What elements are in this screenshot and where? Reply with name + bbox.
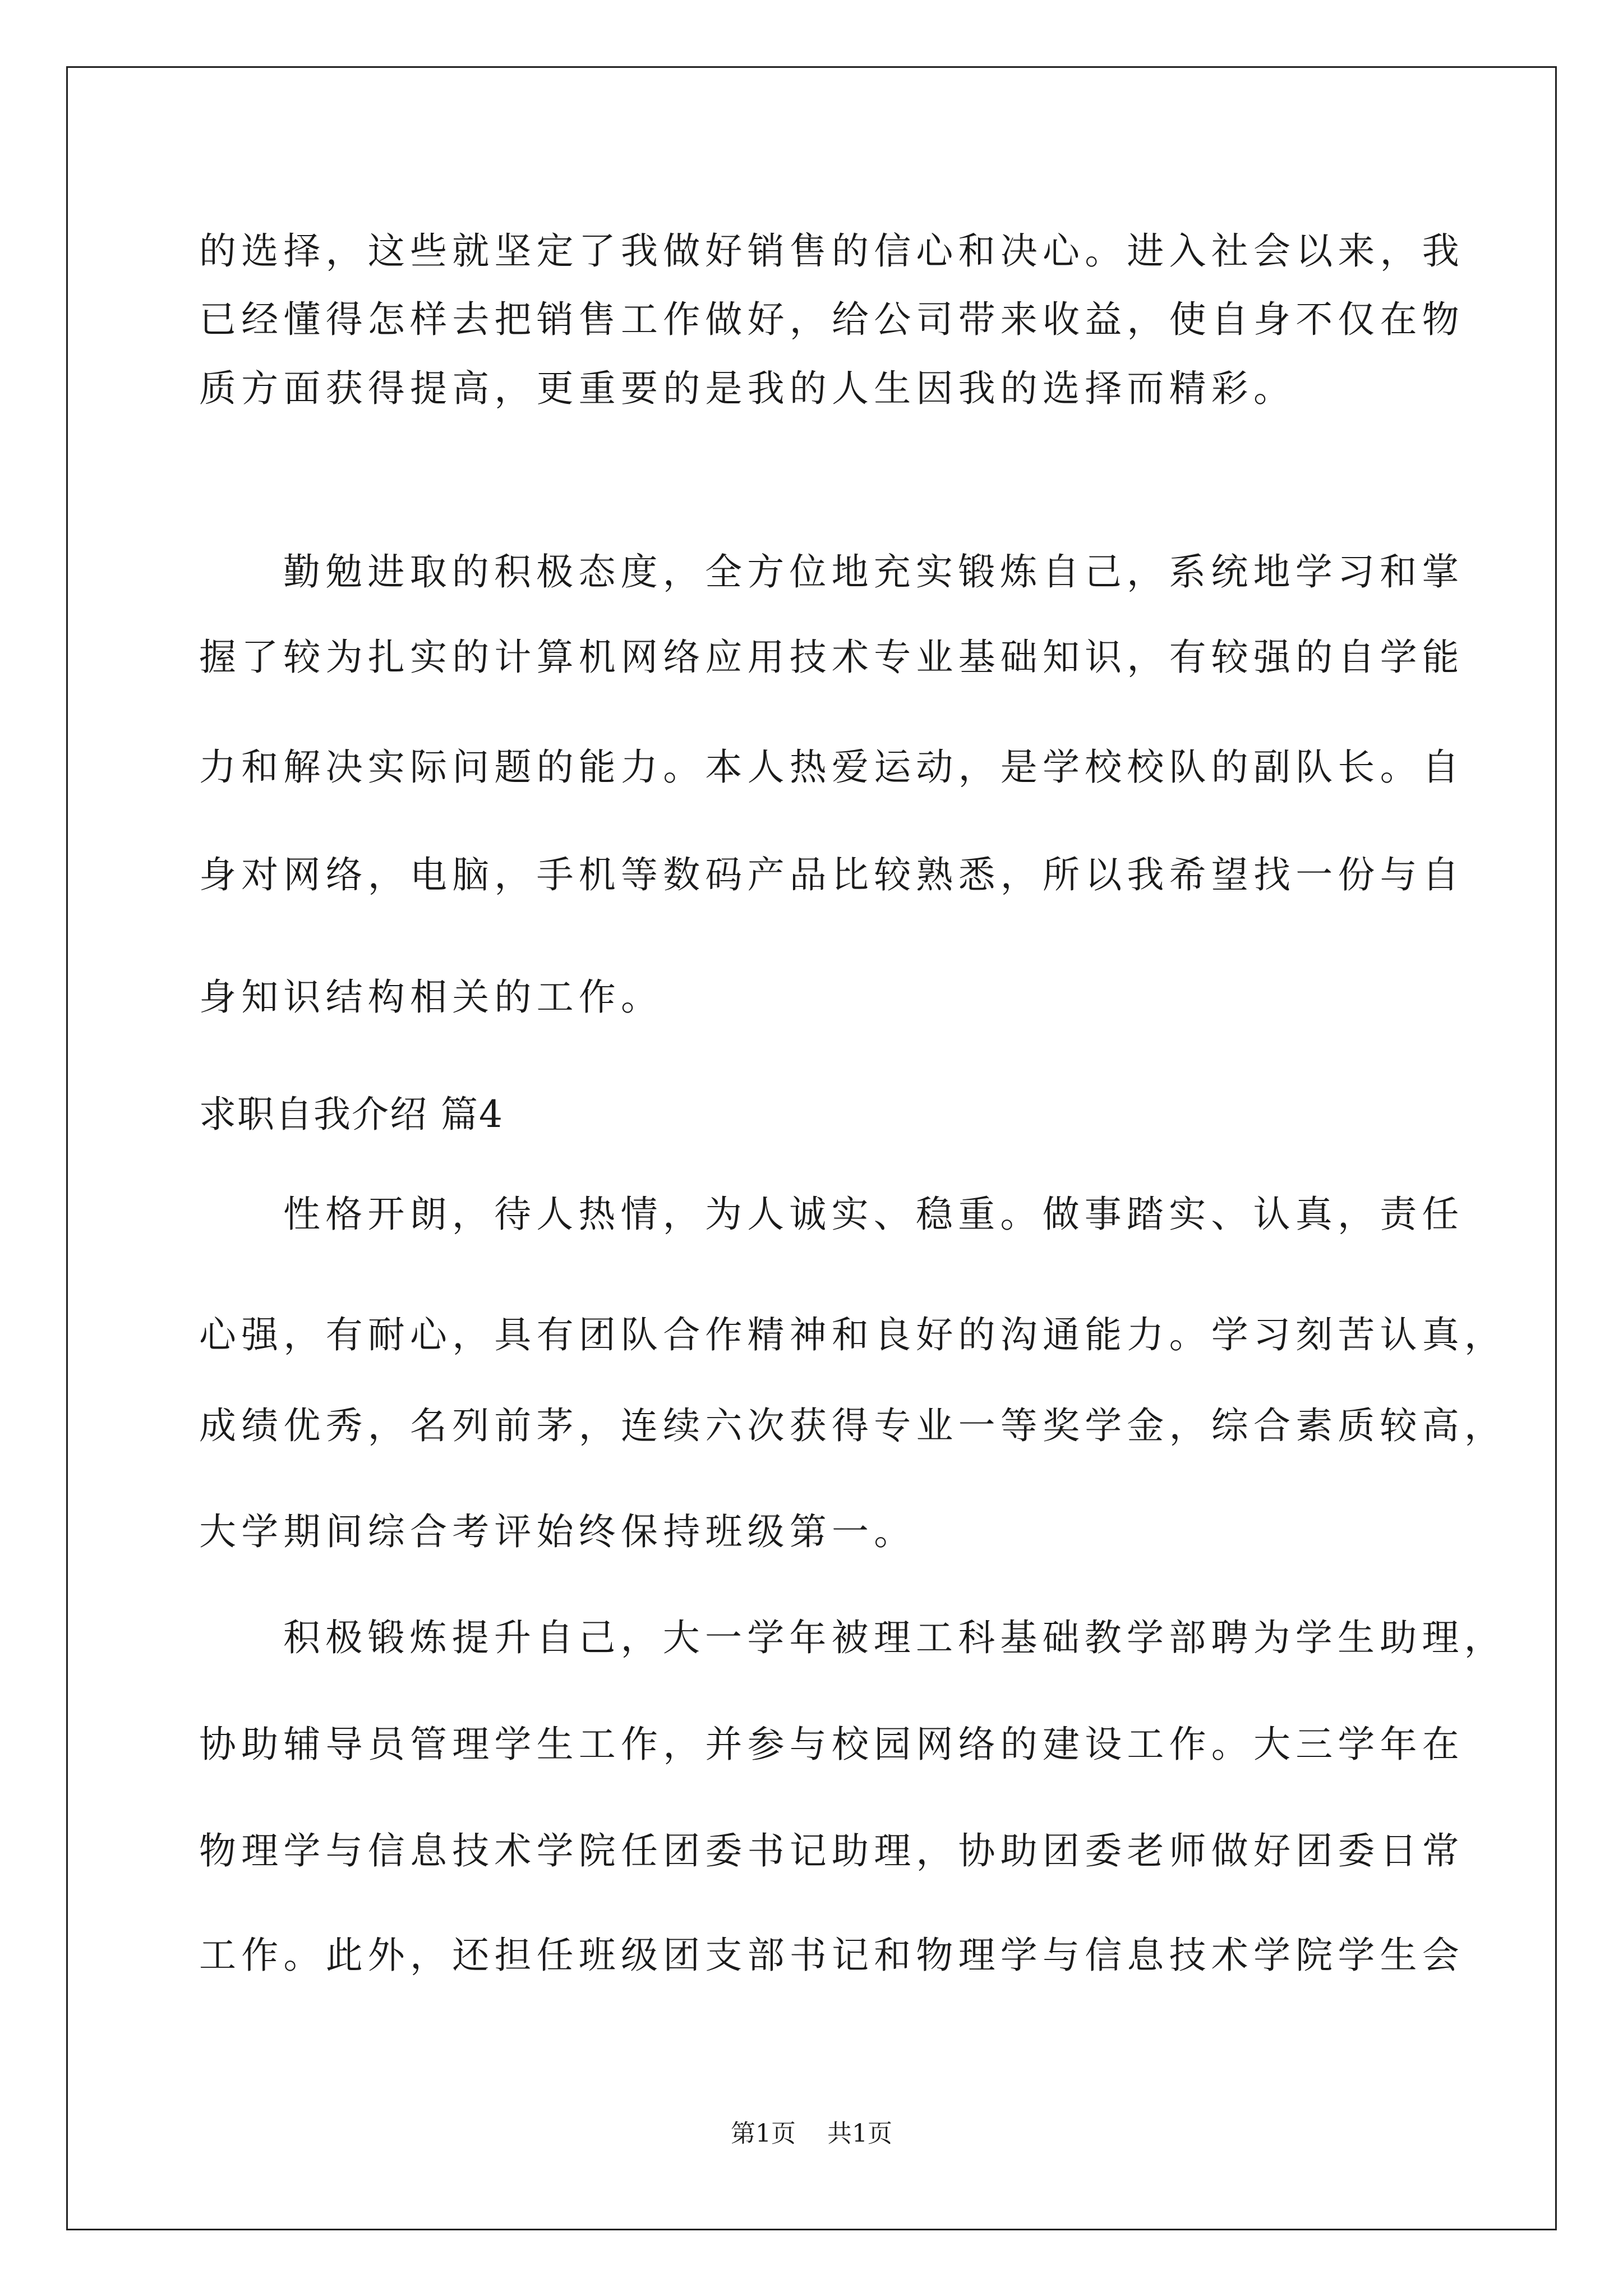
page-number-total: 共1页 [827, 2119, 892, 2148]
text-line: 大学期间综合考评始终保持班级第一。 [199, 1510, 916, 1553]
page-number-current: 第1页 [731, 2119, 796, 2148]
text-line: 工作。此外，还担任班级团支部书记和物理学与信息技术学院学生会 [199, 1934, 1464, 1977]
text-line: 身对网络，电脑，手机等数码产品比较熟悉，所以我希望找一份与自 [199, 853, 1464, 896]
paragraph-start-line: 勤勉进取的积极态度，全方位地充实锻炼自己，系统地学习和掌 [283, 550, 1464, 593]
page-footer [0, 2118, 1623, 2150]
text-line: 物理学与信息技术学院任团委书记助理，协助团委老师做好团委日常 [199, 1829, 1464, 1872]
paragraph-start-line: 积极锻炼提升自己，大一学年被理工科基础教学部聘为学生助理， [283, 1616, 1506, 1659]
text-line: 身知识结构相关的工作。 [199, 976, 663, 1019]
text-line: 质方面获得提高，更重要的是我的人生因我的选择而精彩。 [199, 367, 1296, 410]
section-heading: 求职自我介绍 篇4 [199, 1093, 504, 1136]
text-line: 握了较为扎实的计算机网络应用技术专业基础知识，有较强的自学能 [199, 636, 1464, 679]
text-line: 协助辅导员管理学生工作，并参与校园网络的建设工作。大三学年在 [199, 1723, 1464, 1766]
text-line: 已经懂得怎样去把销售工作做好，给公司带来收益，使自身不仅在物 [199, 298, 1464, 341]
text-line: 力和解决实际问题的能力。本人热爱运动，是学校校队的副队长。自 [199, 746, 1464, 789]
text-line: 心强，有耐心，具有团队合作精神和良好的沟通能力。学习刻苦认真， [199, 1313, 1507, 1356]
paragraph-start-line: 性格开朗，待人热情，为人诚实、稳重。做事踏实、认真，责任 [283, 1193, 1464, 1236]
text-line: 成绩优秀，名列前茅，连续六次获得专业一等奖学金，综合素质较高， [199, 1404, 1507, 1447]
text-line: 的选择，这些就坚定了我做好销售的信心和决心。进入社会以来，我 [199, 229, 1464, 273]
